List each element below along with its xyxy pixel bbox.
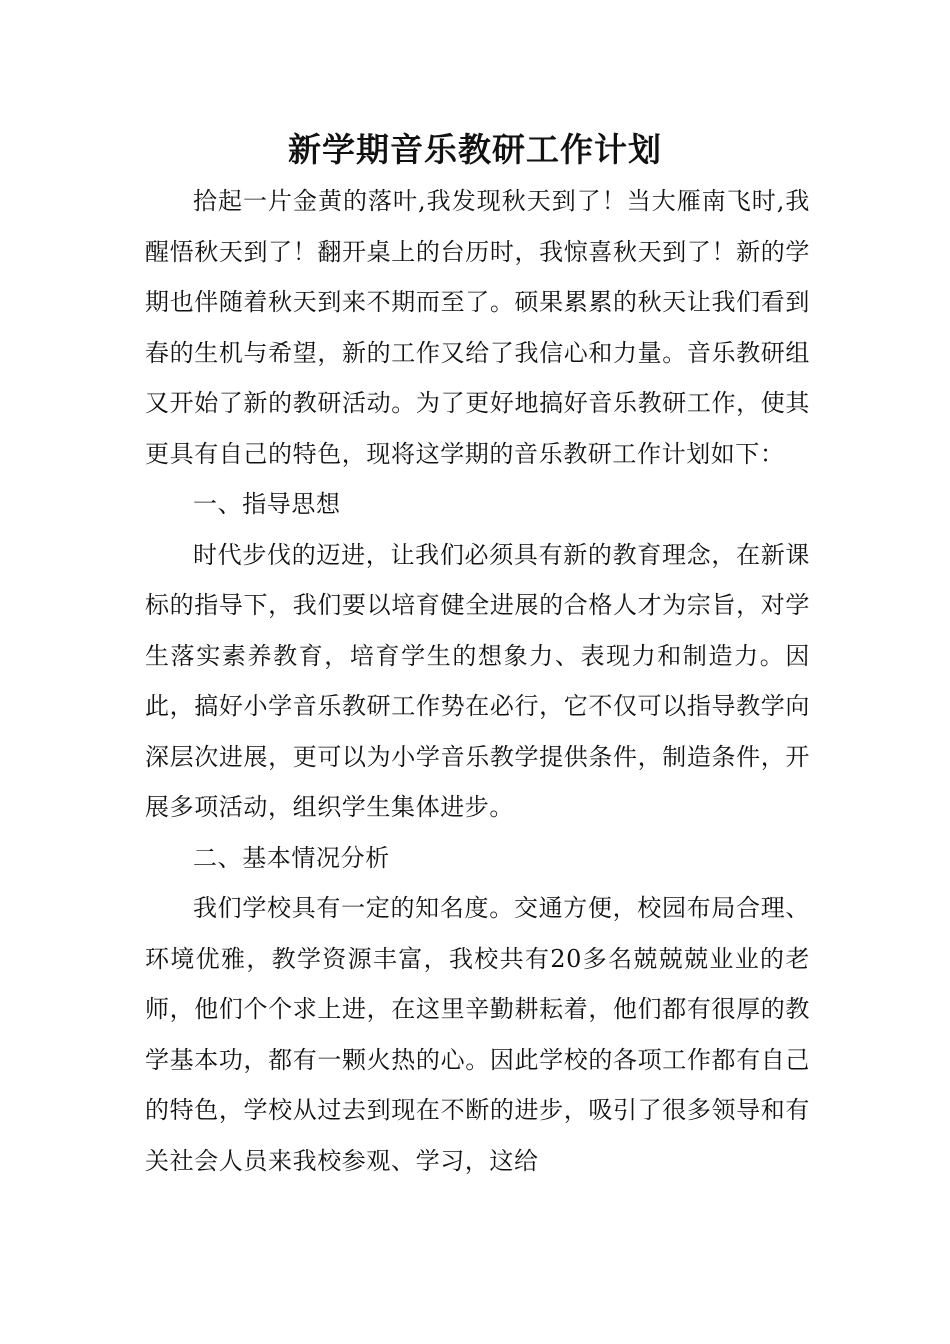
paragraph-situation-analysis: 我们学校具有一定的知名度。交通方便，校园布局合理、环境优雅，教学资源丰富，我校共有20多名兢兢兢业业的老师，他们个个求上进，在这里辛勤耕耘着，他们都有很厚的教学基本功，都有一颗火热的心。因此学校的各项工作都有自己的特色，学校从过去到现在不断的进步，吸引了很多领导和有关社会人员来我校参观、学习，这给 xyxy=(145,894,810,1175)
document-body xyxy=(145,176,810,1186)
section-heading-guiding-ideology: 一、指导思想 xyxy=(193,490,341,518)
paragraph-guiding-ideology: 时代步伐的迈进，让我们必须具有新的教育理念，在新课标的指导下，我们要以培育健全进展的合格人才为宗旨，对学生落实素养教育，培育学生的想象力、表现力和制造力。因此，搞好小学音乐教研工作势在必行，它不仅可以指导教学向深层次进展，更可以为小学音乐教学提供条件，制造条件，开展多项活动，组织学生集体进步。 xyxy=(145,540,810,821)
document-title: 新学期音乐教研工作计划 xyxy=(288,130,662,169)
section-heading-situation-analysis: 二、基本情况分析 xyxy=(193,843,390,872)
paragraph-intro: 拾起一片金黄的落叶,我发现秋天到了！当大雁南飞时,我醒悟秋天到了！翻开桌上的台历时，我惊喜秋天到了！新的学期也伴随着秋天到来不期而至了。硕果累累的秋天让我们看到春的生机与希望，新的工作又给了我信心和力量。音乐教研组又开始了新的教研活动。为了更好地搞好音乐教研工作，使其更具有自己的特色，现将这学期的音乐教研工作计划如下： xyxy=(145,187,810,468)
